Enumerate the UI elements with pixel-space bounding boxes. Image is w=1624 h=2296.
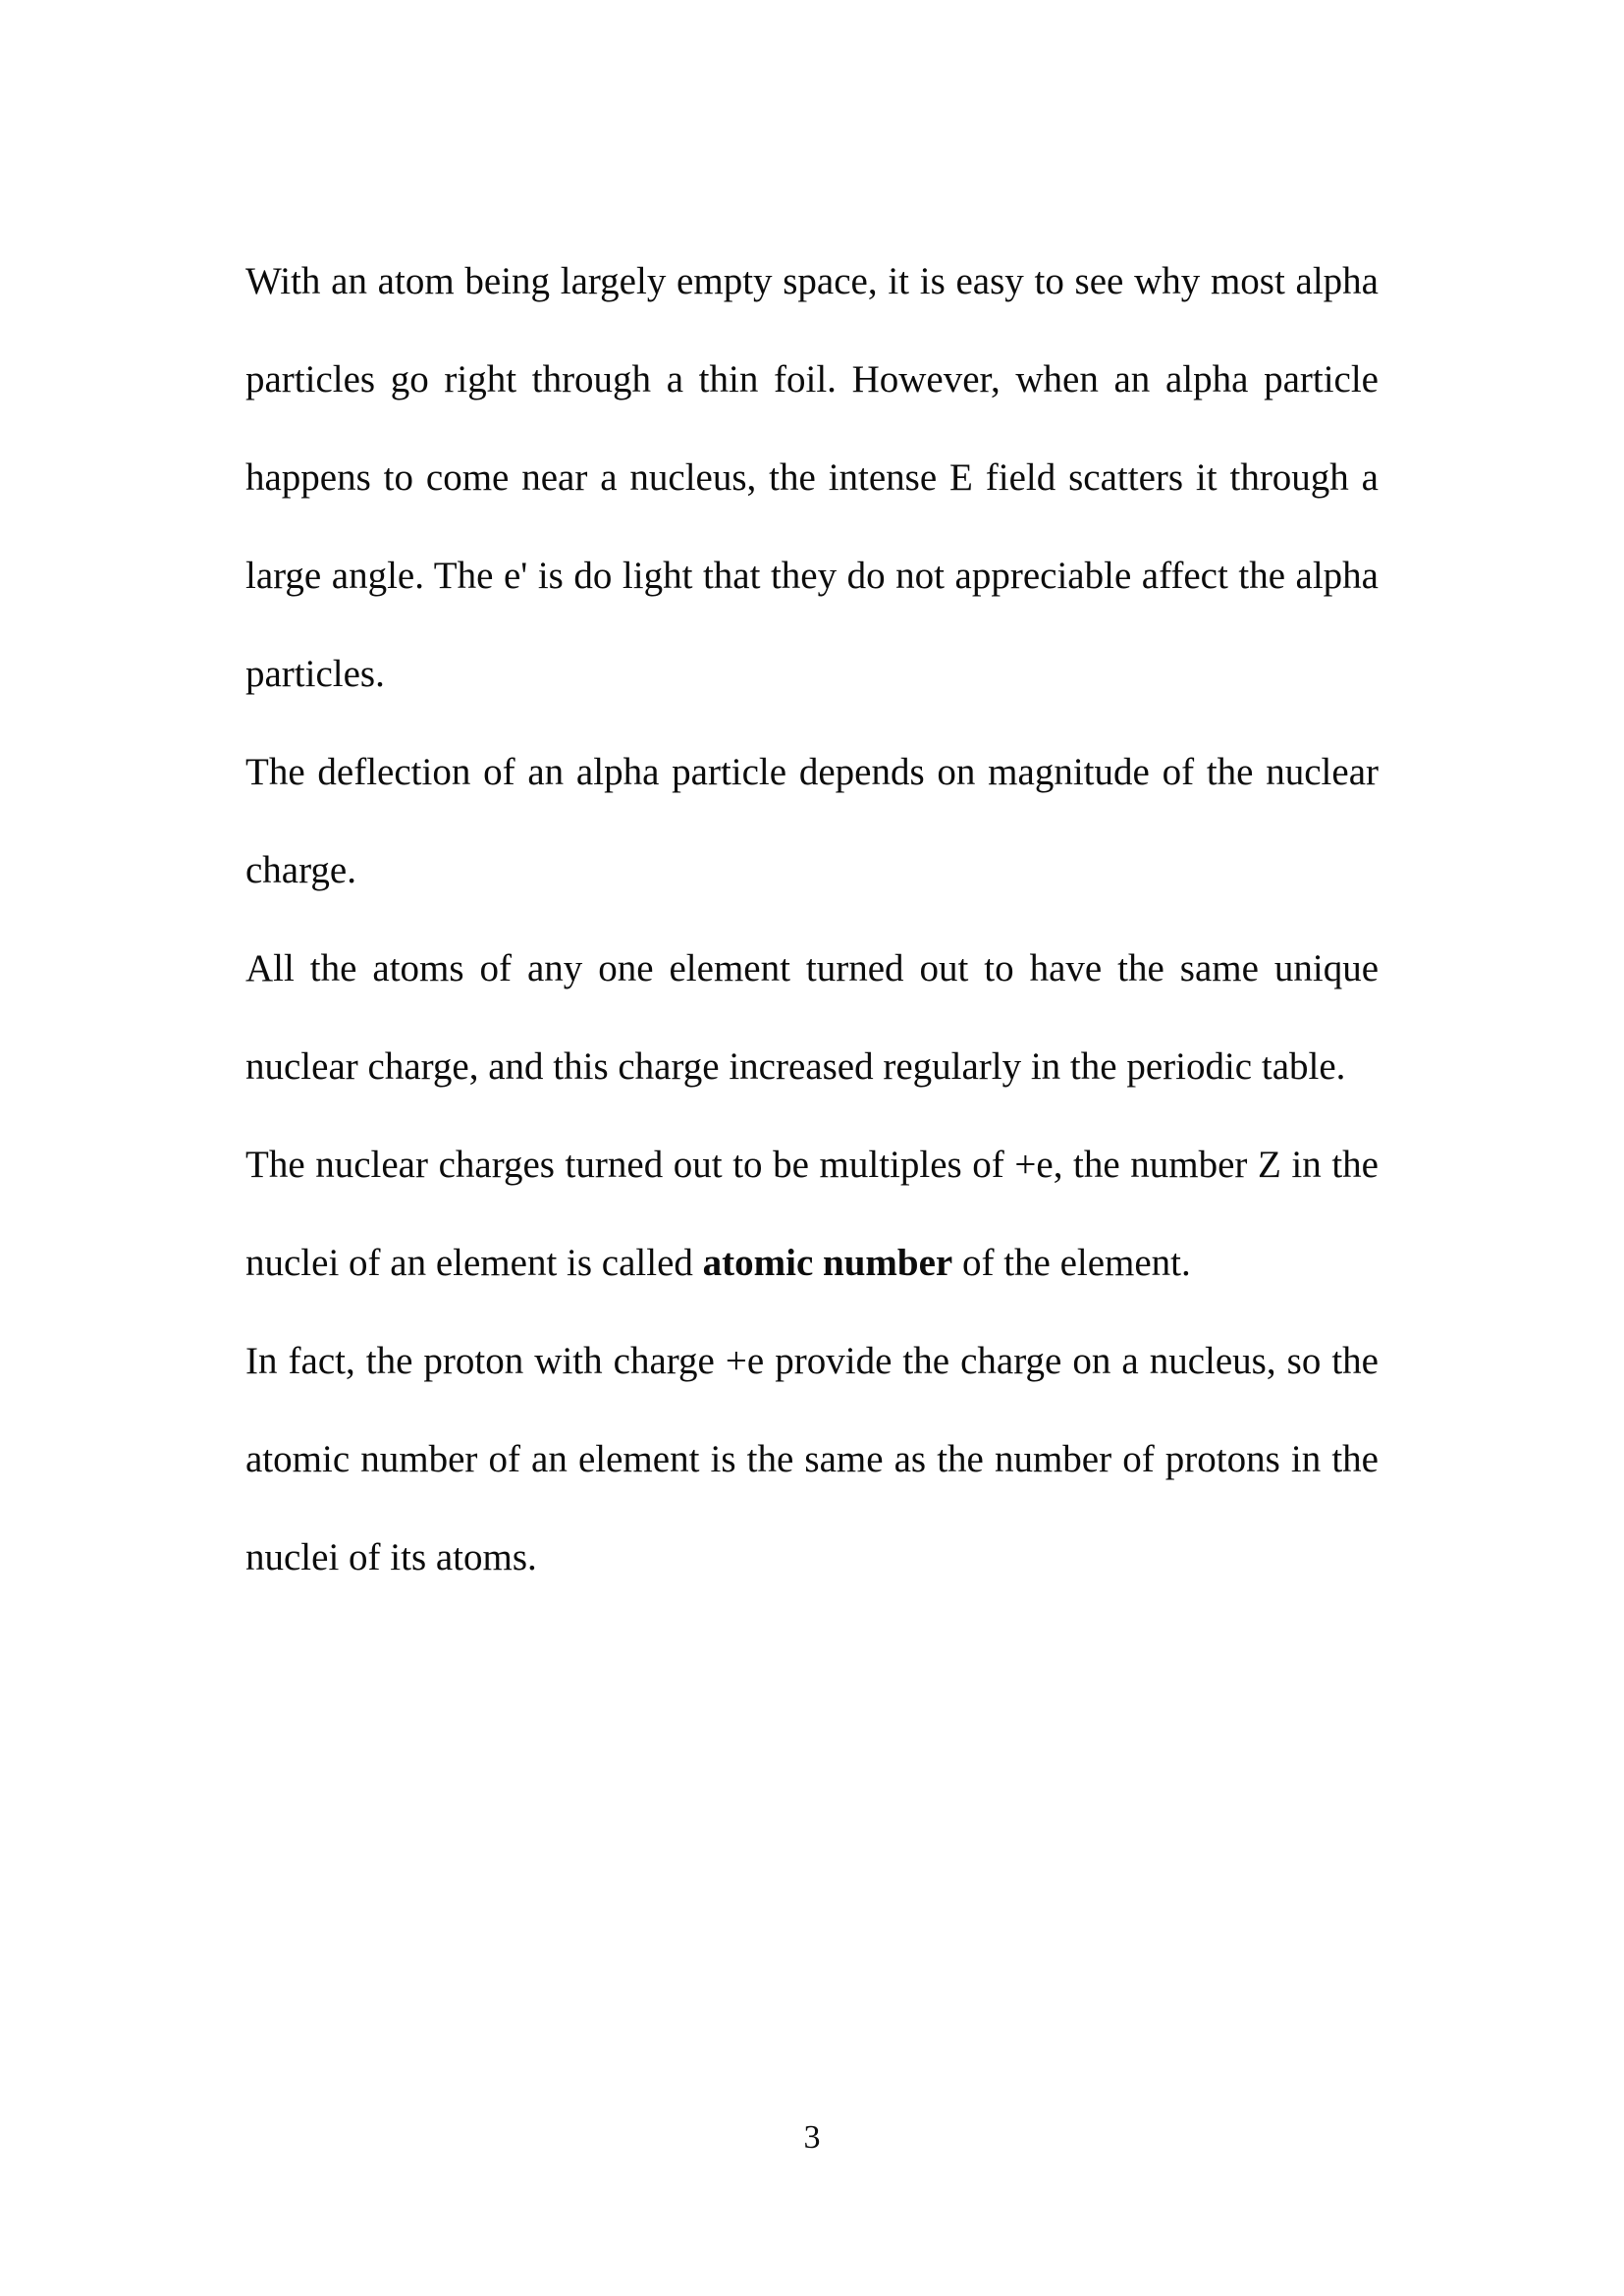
paragraph <box>245 920 1379 1116</box>
text-segment: In fact, the proton with charge +e provide the charge on a nucleus, so the atomic number of an element is the same as the number of protons in the nuclei of its atoms. <box>245 1340 1379 1578</box>
text-segment: The deflection of an alpha particle depends on magnitude of the nuclear charge. <box>245 751 1379 891</box>
paragraph <box>245 723 1379 920</box>
paragraph <box>245 1312 1379 1607</box>
text-segment: All the atoms of any one element turned out to have the same unique nuclear charge, and this charge increased regularly in the periodic table. <box>245 947 1379 1088</box>
document-body-text <box>245 233 1379 1607</box>
bold-text-segment: atomic number <box>702 1242 953 1284</box>
page-number: 3 <box>803 2119 821 2156</box>
paragraph <box>245 1116 1379 1312</box>
text-segment: The nuclear charges turned out to be multiples of +e, the number Z in the nuclei of an element is called <box>245 1144 1379 1284</box>
text-segment: of the element. <box>952 1242 1191 1284</box>
text-segment: With an atom being largely empty space, it is easy to see why most alpha particles go right through a thin foil. However, when an alpha particle happens to come near a nucleus, the intense E field scatters it through a large angle. The e' is do light that they do not appreciable affect the alpha particles. <box>245 260 1379 695</box>
paragraph <box>245 233 1379 723</box>
